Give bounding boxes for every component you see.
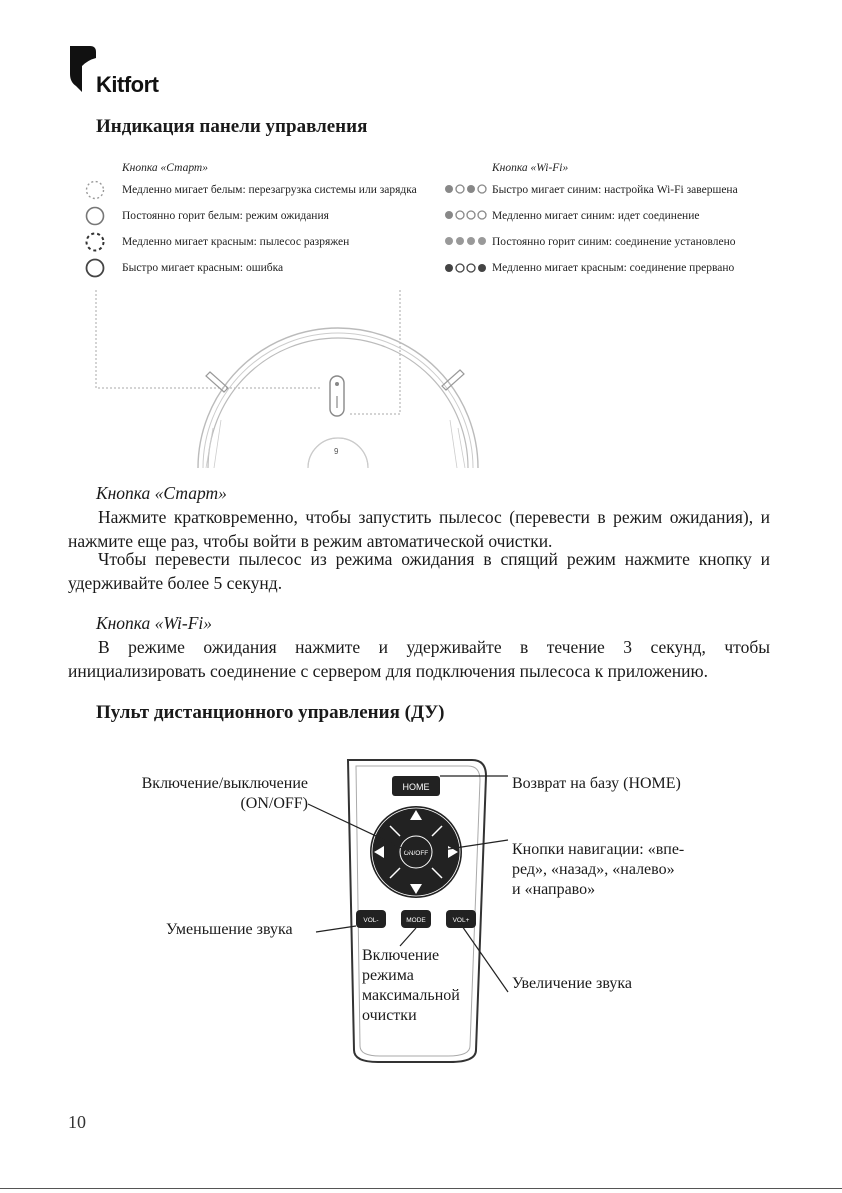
start-section-p2: Чтобы перевести пылесос из режима ожидания в спящий режим нажмите кнопку и удерживайте более 5 секунд. [68,549,770,593]
start-item-1: Медленно мигает белым: перезагрузка системы или зарядка [122,184,417,196]
bottom-divider [0,1188,842,1189]
on-off-annotation: Включение/выключение (ON/OFF) [141,775,308,812]
start-item-2: Постоянно горит белым: режим ожидания [122,210,329,222]
vol-up-annotation: Увеличение звука [512,975,632,992]
wifi-item-1: Быстро мигает синим: настройка Wi-Fi завершена [492,184,738,196]
start-item-4: Быстро мигает красным: ошибка [122,262,284,274]
wifi-section-title: Кнопка «Wi-Fi» [96,613,213,633]
navigation-annotation: Кнопки навигации: «впе- ред», «назад», «налево» и «направо» [512,841,685,898]
start-column-title: Кнопка «Старт» [122,162,208,174]
remote-heading: Пульт дистанционного управления (ДУ) [96,702,445,723]
on-off-button-label: ON/OFF [403,850,429,857]
wifi-item-4: Медленно мигает красным: соединение прервано [492,262,735,274]
wifi-item-2: Медленно мигает синим: идет соединение [492,210,700,222]
start-item-3: Медленно мигает красным: пылесос разряжен [122,236,350,248]
vol-minus-label: VOL- [363,917,379,924]
start-section-p1: Нажмите кратковременно, чтобы запустить пылесос (перевести в режим ожидания), и нажмите еще раз, чтобы войти в режим автоматической очистки. [68,507,770,551]
start-section-title: Кнопка «Старт» [96,483,227,503]
vol-plus-label: VOL+ [452,917,470,924]
mode-label: MODE [406,917,426,924]
brand-name: Kitfort [96,72,159,97]
panel-heading: Индикация панели управления [96,116,368,137]
diagram-label: 9 [334,447,339,456]
home-button-label: HOME [402,782,430,792]
mode-annotation: Включение режима максимальной очистки [362,947,460,1024]
wifi-section-p1: В режиме ожидания нажмите и удерживайте в течение 3 секунд, чтобы инициализировать соединение с сервером для подключения пылесоса к приложению. [68,637,770,681]
home-annotation: Возврат на базу (HOME) [512,775,681,792]
wifi-item-3: Постоянно горит синим: соединение установлено [492,236,736,248]
page-number: 10 [68,1112,86,1132]
vol-down-annotation: Уменьшение звука [166,921,293,938]
wifi-column-title: Кнопка «Wi-Fi» [492,162,569,174]
